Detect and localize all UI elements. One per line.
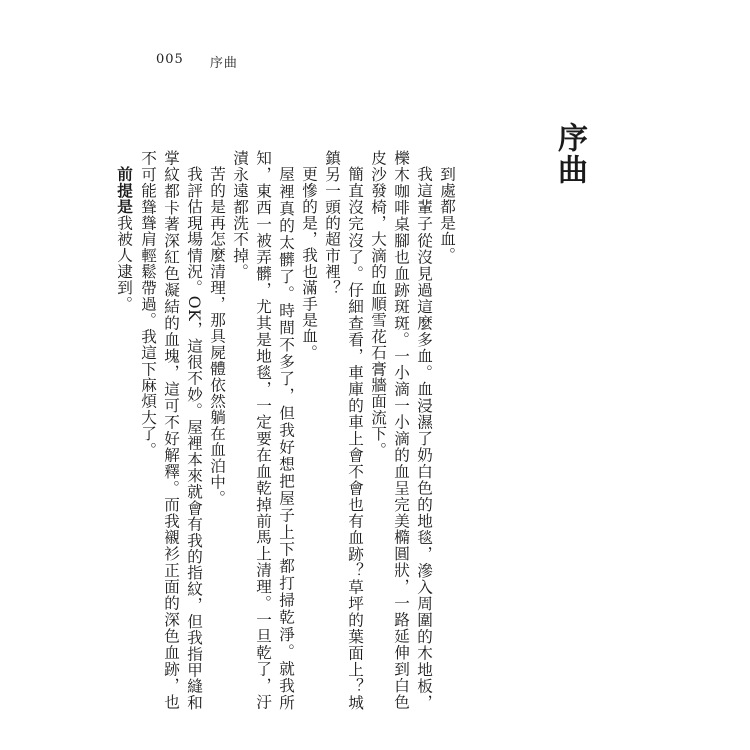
paragraph-7: 我評估現場情況。OK，這很不妙。屋裡本來就會有我的指紋，但我指甲縫和掌紋都卡著深紅色凝結的血塊，這可不好解釋。而我襯衫正面的深色血跡，也不可能聳聳肩輕鬆帶過。我這下麻煩大了。	[139, 150, 203, 710]
closing-text: 我被人逮到。	[115, 214, 133, 312]
closing-paragraph	[112, 150, 136, 710]
page-number: 005	[156, 52, 184, 67]
running-header	[156, 52, 238, 71]
chapter-body	[112, 150, 458, 710]
paragraph-4: 更慘的是，我也滿手是血。	[300, 165, 318, 360]
running-section-title: 序曲	[209, 56, 238, 71]
paragraph-2: 我這輩子從沒見過這麼多血。血浸濕了奶白色的地毯，滲入周圍的木地板，櫟木咖啡桌腳也血跡斑斑。一小滴一小滴的血呈完美橢圓狀，一路延伸到白色皮沙發椅，大滴的血順雪花石膏牆面流下。	[369, 150, 433, 710]
paragraph-1: 到處都是血。	[438, 165, 456, 263]
closing-bold-text: 前提是	[115, 165, 134, 215]
paragraph-5: 屋裡真的太髒了。時間不多了，但我好想把屋子上下都打掃乾淨。就我所知，東西一被弄髒，尤其是地毯，一定要在血乾掉前馬上清理。一旦乾了，汙漬永遠都洗不掉。	[231, 150, 295, 710]
paragraph-3: 簡直沒完沒了。仔細查看，車庫的車上會不會也有血跡？草坪的葉面上？城鎮另一頭的超市裡？	[323, 150, 364, 710]
chapter-title: 序曲	[552, 122, 587, 186]
paragraph-6: 苦的是再怎麼清理，那具屍體依然躺在血泊中。	[208, 165, 226, 506]
